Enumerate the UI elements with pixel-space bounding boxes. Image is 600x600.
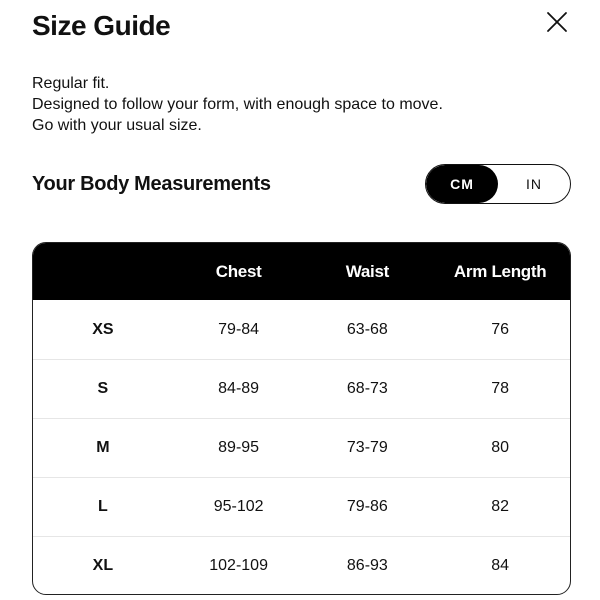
waist-cell: 73-79 [346, 439, 388, 456]
column-header-arm-length: Arm Length [453, 261, 547, 281]
unit-cm-option[interactable]: CM [426, 165, 498, 203]
waist-cell: 63-68 [346, 320, 388, 338]
table-row [33, 536, 570, 595]
unit-in-option[interactable]: IN [526, 176, 542, 192]
table-row [33, 477, 570, 536]
fit-line: Go with your usual size. [32, 117, 202, 134]
arm-length-cell: 84 [491, 557, 510, 574]
unit-toggle[interactable] [425, 164, 571, 204]
table-row [33, 300, 570, 359]
table-row [33, 359, 570, 418]
size-cell: XS [92, 320, 114, 338]
table-header [33, 243, 570, 300]
chest-cell: 102-109 [209, 557, 268, 574]
size-cell: XL [92, 557, 114, 574]
arm-length-cell: 80 [491, 439, 510, 456]
size-cell: M [96, 439, 110, 456]
arm-length-cell: 76 [491, 320, 510, 338]
waist-cell: 79-86 [346, 498, 388, 515]
chest-cell: 79-84 [218, 320, 260, 338]
fit-line: Regular fit. [32, 75, 110, 92]
arm-length-cell: 82 [491, 498, 510, 515]
waist-cell: 68-73 [346, 380, 388, 397]
column-header-chest: Chest [215, 261, 262, 281]
fit-line: Designed to follow your form, with enough space to move. [32, 96, 443, 113]
size-cell: L [97, 498, 108, 515]
table-row [33, 418, 570, 477]
arm-length-cell: 78 [491, 380, 510, 397]
column-header-waist: Waist [345, 261, 389, 281]
chest-cell: 95-102 [213, 498, 264, 515]
size-table [32, 242, 571, 595]
chest-cell: 89-95 [218, 439, 260, 456]
page-title: Size Guide [32, 10, 171, 41]
close-icon [545, 10, 569, 34]
fit-description [32, 73, 443, 136]
chest-cell: 84-89 [218, 380, 260, 397]
waist-cell: 86-93 [346, 557, 388, 574]
close-button[interactable] [545, 10, 569, 34]
size-cell: S [97, 380, 109, 397]
section-title: Your Body Measurements [32, 173, 271, 195]
